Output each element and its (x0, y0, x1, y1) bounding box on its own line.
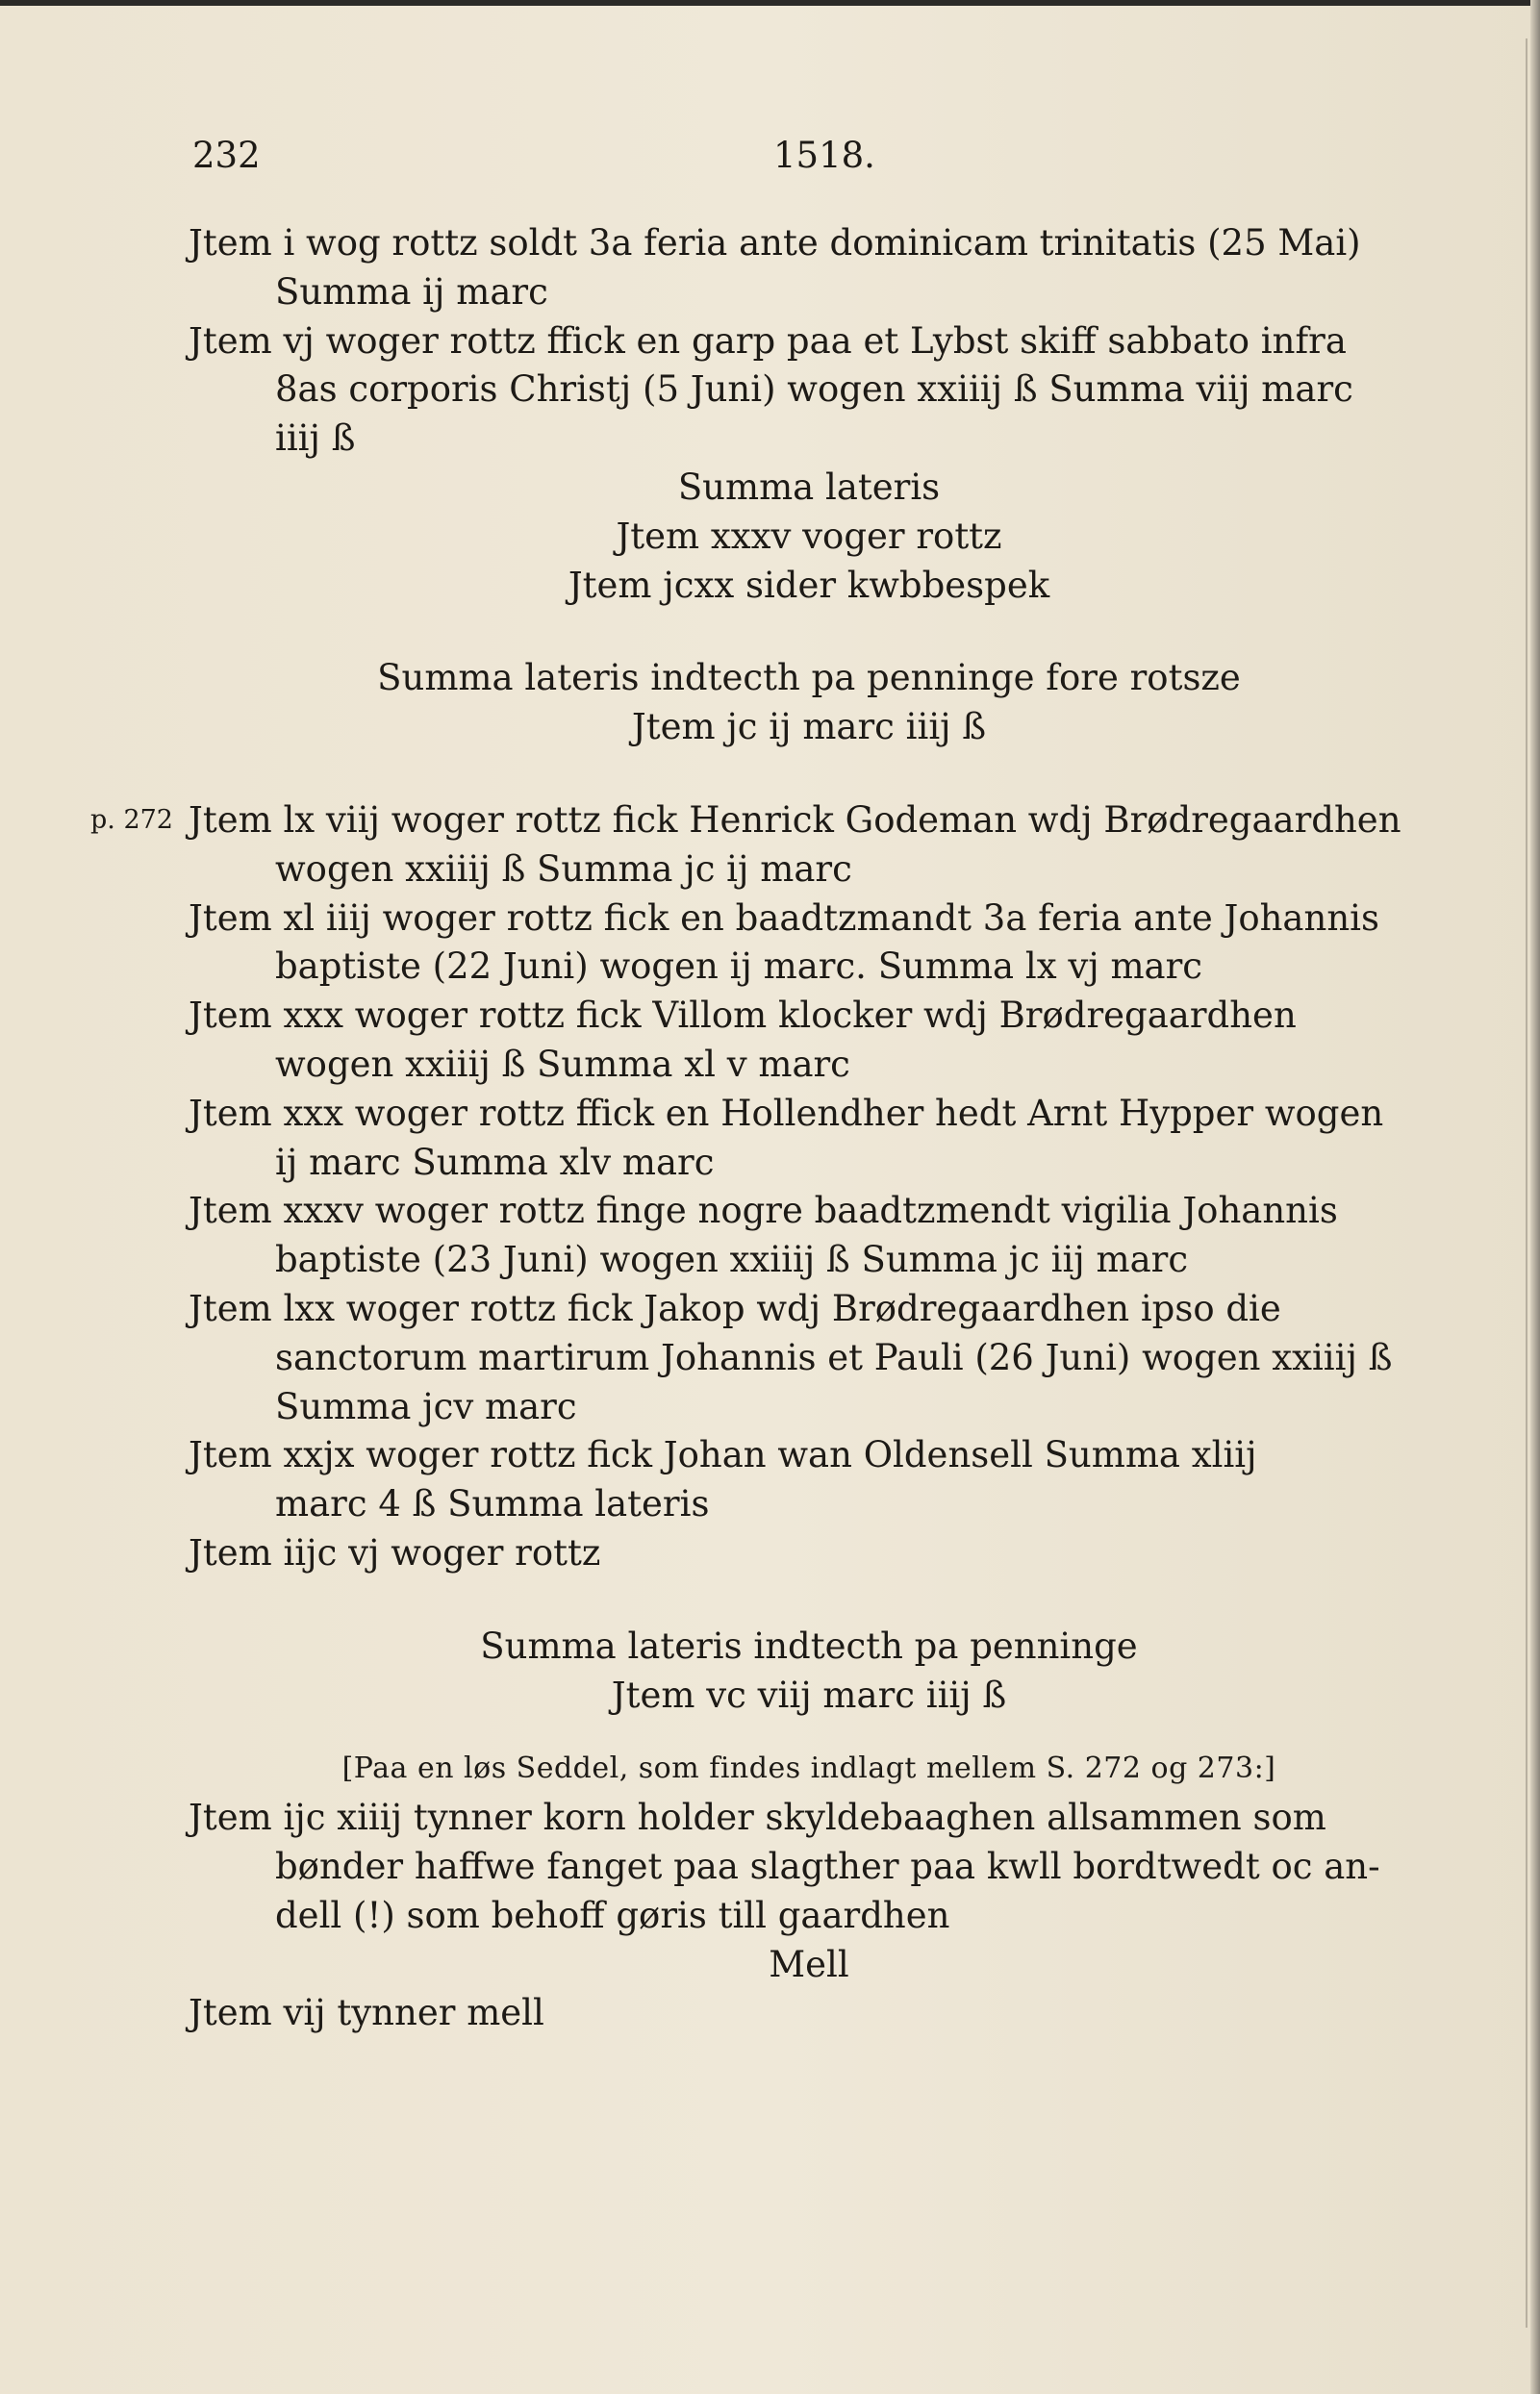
text-line (189, 1941, 1429, 1990)
page-right-edge (1530, 0, 1540, 2394)
text-line (189, 845, 1458, 895)
line-text: sanctorum martirum Johannis et Pauli (26 Juni) wogen xxiiij ß (275, 1336, 1393, 1378)
text-line (189, 654, 1429, 703)
line-text: baptiste (23 Juni) wogen xxiiij ß Summa jc iij marc (275, 1239, 1189, 1281)
text-line (189, 1431, 1458, 1480)
running-head-year: 1518. (773, 135, 875, 176)
line-text: Jtem xxxv woger rottz finge nogre baadtzmendt vigilia Johannis (189, 1190, 1338, 1232)
line-text: Summa ij marc (275, 270, 548, 313)
page-number: 232 (192, 135, 261, 176)
text-line (189, 1529, 1458, 1578)
text-line (189, 1892, 1458, 1941)
text-line (189, 1383, 1458, 1432)
text-line (189, 1480, 1458, 1529)
text-line (189, 415, 1458, 464)
text-line (189, 1041, 1458, 1090)
line-text: Summa lateris indtecth pa penninge fore rotsze (377, 657, 1241, 699)
line-text: 8as corporis Christj (5 Juni) wogen xxiiij ß Summa viij marc (275, 368, 1353, 411)
document-body (90, 219, 1458, 2038)
text-line (189, 1090, 1458, 1139)
text-line (189, 219, 1458, 268)
text-line (189, 1623, 1429, 1672)
text-line (189, 513, 1429, 562)
vertical-space (189, 610, 1458, 654)
line-text: Summa jcv marc (275, 1385, 577, 1427)
page-edge-line (1526, 38, 1527, 2328)
text-line (189, 943, 1458, 992)
page-header (192, 135, 1347, 183)
text-line (189, 464, 1429, 513)
line-text: Jtem xxxv voger rottz (616, 515, 1002, 557)
text-line (189, 1285, 1458, 1334)
text-line (189, 1236, 1458, 1285)
line-text: [Paa en løs Seddel, som findes indlagt mellem S. 272 og 273:] (341, 1751, 1276, 1786)
text-line (189, 1989, 1458, 2038)
line-text: Jtem vj woger rottz ffick en garp paa et Lybst skiff sabbato infra (189, 319, 1347, 362)
text-line (189, 895, 1458, 944)
text-line (189, 1794, 1458, 1843)
line-text: wogen xxiiij ß Summa xl v marc (275, 1043, 850, 1085)
line-text: iiij ß (275, 417, 356, 460)
line-text: dell (!) som behoff gøris till gaardhen (275, 1894, 950, 1936)
line-text: bønder haffwe fanget paa slagther paa kwll bordtwedt oc an- (275, 1845, 1380, 1887)
text-line (189, 1672, 1429, 1721)
line-text: Jtem jcxx sider kwbbespek (568, 564, 1050, 606)
text-line (189, 562, 1429, 611)
line-text: Jtem i wog rottz soldt 3a feria ante dominicam trinitatis (25 Mai) (189, 222, 1361, 264)
text-line (189, 1334, 1458, 1383)
line-text: wogen xxiiij ß Summa jc ij marc (275, 847, 852, 890)
text-line (189, 268, 1458, 317)
vertical-space (189, 752, 1458, 796)
line-text: Mell (769, 1943, 849, 1985)
line-text: Jtem ijc xiiij tynner korn holder skyldebaaghen allsammen som (189, 1797, 1326, 1839)
line-text: ij marc Summa xlv marc (275, 1141, 715, 1183)
line-text: Jtem vij tynner mell (189, 1992, 544, 2034)
text-line (189, 317, 1458, 366)
line-text: Jtem xl iiij woger rottz fick en baadtzmandt 3a feria ante Johannis (189, 896, 1379, 939)
line-text: Jtem xxx woger rottz ffick en Hollendher hedt Arnt Hypper wogen (189, 1092, 1384, 1134)
line-text: Jtem xxx woger rottz fick Villom klocker wdj Brødregaardhen (189, 995, 1297, 1037)
vertical-space (189, 1578, 1458, 1623)
line-text: Jtem lxx woger rottz fick Jakop wdj Brødregaardhen ipso die (189, 1287, 1281, 1329)
line-text: baptiste (22 Juni) wogen ij marc. Summa lx vj marc (275, 945, 1203, 988)
editorial-note (189, 1745, 1429, 1794)
line-text: marc 4 ß Summa lateris (275, 1483, 710, 1525)
line-text: Summa lateris indtecth pa penninge (480, 1625, 1138, 1667)
margin-page-reference: p. 272 (90, 804, 173, 835)
text-line (90, 796, 1458, 845)
text-line (189, 703, 1429, 752)
page-top-edge (0, 0, 1540, 6)
vertical-space (189, 1720, 1458, 1745)
text-line (189, 1187, 1458, 1236)
line-text: Jtem xxjx woger rottz fick Johan wan Oldensell Summa xliij (189, 1434, 1257, 1476)
line-text: Jtem lx viij woger rottz fick Henrick Godeman wdj Brødregaardhen (189, 798, 1401, 841)
text-line (189, 992, 1458, 1041)
text-line (189, 1139, 1458, 1188)
line-text: Summa lateris (677, 466, 941, 508)
line-text: Jtem vc viij marc iiij ß (611, 1674, 1007, 1716)
text-line (189, 1843, 1458, 1892)
text-line (189, 365, 1458, 415)
line-text: Jtem jc ij marc iiij ß (631, 706, 987, 748)
line-text: Jtem iijc vj woger rottz (189, 1531, 601, 1574)
